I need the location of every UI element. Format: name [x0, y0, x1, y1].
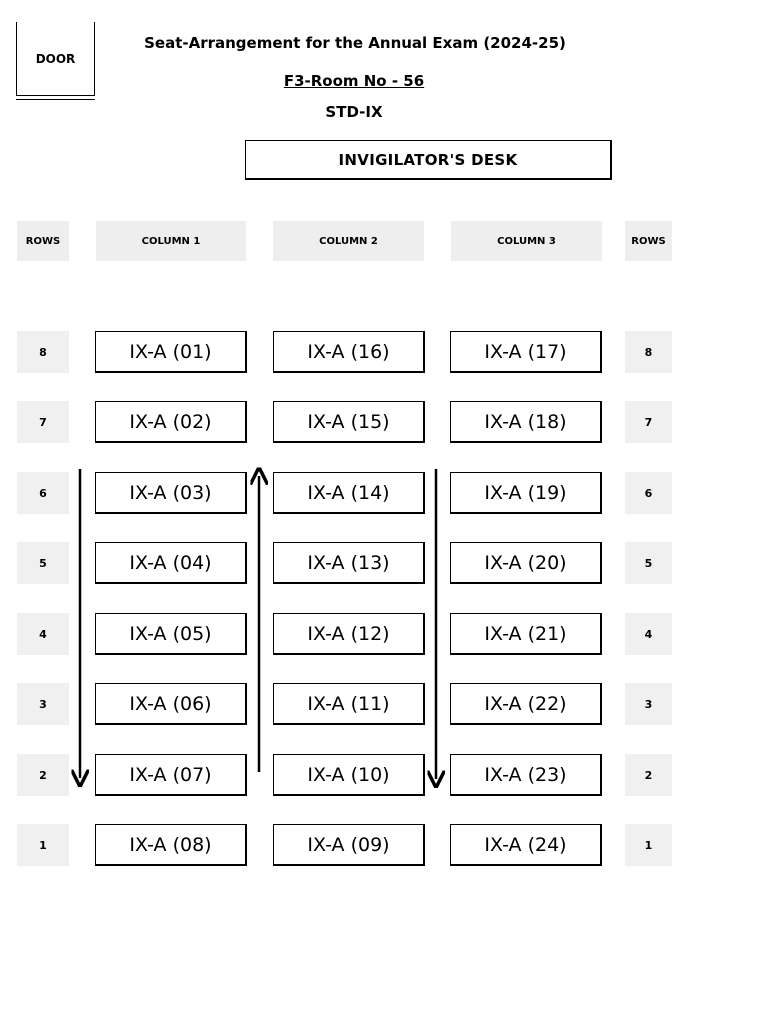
invigilator-desk-label: INVIGILATOR'S DESK — [338, 150, 518, 169]
seat-cell: IX-A (13) — [273, 542, 425, 584]
door-label: DOOR — [35, 52, 76, 66]
seat-cell: IX-A (17) — [450, 331, 602, 373]
row-number-left: 7 — [17, 401, 69, 443]
row-number-right: 5 — [625, 542, 672, 584]
room-label: F3-Room No - 56 — [283, 72, 425, 90]
rows-header-left: ROWS — [17, 221, 69, 261]
row-number-right: 7 — [625, 401, 672, 443]
row-number-right: 1 — [625, 824, 672, 866]
column-1-header: COLUMN 1 — [96, 221, 246, 261]
row-number-right: 8 — [625, 331, 672, 373]
seat-cell: IX-A (01) — [95, 331, 247, 373]
row-number-left: 5 — [17, 542, 69, 584]
seat-cell: IX-A (05) — [95, 613, 247, 655]
page-title: Seat-Arrangement for the Annual Exam (2024-25) — [144, 34, 566, 52]
seat-cell: IX-A (10) — [273, 754, 425, 796]
rows-header-right: ROWS — [625, 221, 672, 261]
row-number-right: 6 — [625, 472, 672, 514]
seat-cell: IX-A (09) — [273, 824, 425, 866]
seat-cell: IX-A (14) — [273, 472, 425, 514]
seat-cell: IX-A (23) — [450, 754, 602, 796]
seat-cell: IX-A (12) — [273, 613, 425, 655]
seat-cell: IX-A (15) — [273, 401, 425, 443]
seat-cell: IX-A (08) — [95, 824, 247, 866]
column-3-header: COLUMN 3 — [451, 221, 602, 261]
seat-cell: IX-A (03) — [95, 472, 247, 514]
row-number-left: 1 — [17, 824, 69, 866]
std-label: STD-IX — [325, 103, 383, 121]
seat-cell: IX-A (06) — [95, 683, 247, 725]
seat-cell: IX-A (11) — [273, 683, 425, 725]
seat-cell: IX-A (04) — [95, 542, 247, 584]
seat-cell: IX-A (22) — [450, 683, 602, 725]
row-number-left: 3 — [17, 683, 69, 725]
seat-cell: IX-A (24) — [450, 824, 602, 866]
seat-cell: IX-A (18) — [450, 401, 602, 443]
row-number-right: 3 — [625, 683, 672, 725]
seat-cell: IX-A (19) — [450, 472, 602, 514]
row-number-left: 4 — [17, 613, 69, 655]
seat-cell: IX-A (20) — [450, 542, 602, 584]
row-number-right: 2 — [625, 754, 672, 796]
row-number-left: 2 — [17, 754, 69, 796]
seat-cell: IX-A (21) — [450, 613, 602, 655]
column-2-header: COLUMN 2 — [273, 221, 424, 261]
seat-cell: IX-A (16) — [273, 331, 425, 373]
row-number-left: 8 — [17, 331, 69, 373]
seat-cell: IX-A (02) — [95, 401, 247, 443]
row-number-left: 6 — [17, 472, 69, 514]
row-number-right: 4 — [625, 613, 672, 655]
seat-cell: IX-A (07) — [95, 754, 247, 796]
